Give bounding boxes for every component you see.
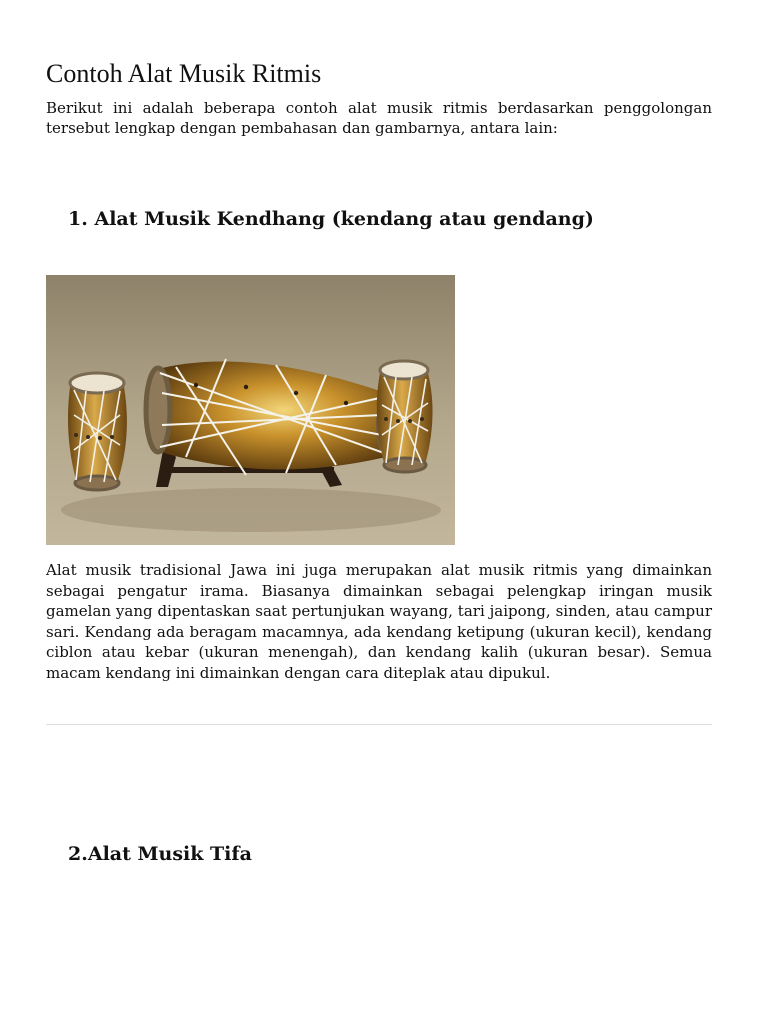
section-heading-kendang: 1. Alat Musik Kendhang (kendang atau gendang) <box>68 208 594 230</box>
section-heading-tifa: 2.Alat Musik Tifa <box>68 843 252 865</box>
kendang-description: Alat musik tradisional Jawa ini juga merupakan alat musik ritmis yang dimainkan sebagai pengatur irama. Biasanya dimainkan sebagai pelengkap iringan musik gamelan yang dipentaskan saat pertunjukan wayang, tari jaipong, sinden, atau campur sari. Kendang ada beragam macamnya, ada kendang ketipung (ukuran kecil), kendang ciblon atau kebar (ukuran menengah), dan kendang kalih (ukuran besar). Semua macam kendang ini dimainkan dengan cara diteplak atau dipukul. <box>46 561 712 682</box>
kendang-photo <box>46 275 455 545</box>
kendang-drums-illustration <box>46 275 455 545</box>
section-divider <box>46 724 712 725</box>
page-title: Contoh Alat Musik Ritmis <box>46 59 322 88</box>
ketipung-left <box>68 373 127 490</box>
intro-paragraph: Berikut ini adalah beberapa contoh alat musik ritmis berdasarkan penggolongan tersebut lengkap dengan pembahasan dan gambarnya, antara lain: <box>46 99 712 137</box>
ketipung-right <box>377 361 433 472</box>
